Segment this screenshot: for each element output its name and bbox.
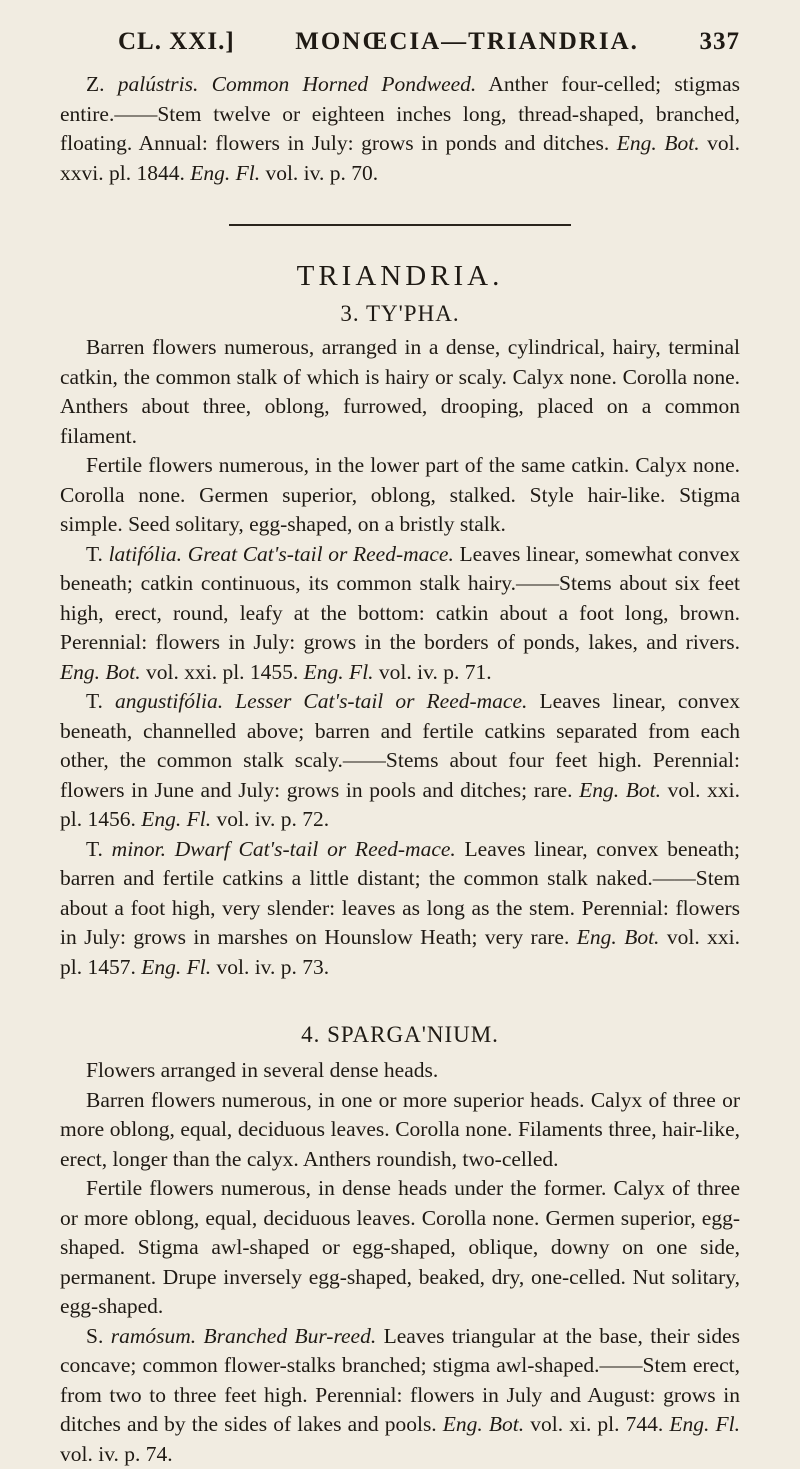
species-entry-latifolia bbox=[60, 540, 740, 688]
reference-eng-bot: Eng. Bot. bbox=[443, 1412, 524, 1436]
genus-heading-sparganium: 4. SPARGA'NIUM. bbox=[60, 1022, 740, 1048]
reference-eng-fl-detail: vol. iv. p. 73. bbox=[211, 955, 329, 979]
typha-barren-flowers: Barren flowers numerous, arranged in a dense, cylindrical, hairy, terminal catkin, the common stalk of which is hairy or scaly. Calyx none. Corolla none. Anthers about three, oblong, furrowed, drooping, placed on a common filament. bbox=[60, 333, 740, 451]
reference-eng-bot-detail: vol. xxi. pl. 1457. bbox=[60, 925, 740, 979]
reference-eng-fl-detail: vol. iv. p. 72. bbox=[211, 807, 329, 831]
description: Anther four-celled; stigmas entire.——Stem twelve or eighteen inches long, thread-shaped, branched, floating. Annual: flowers in July: grows in ponds and ditches. bbox=[60, 72, 740, 155]
genus-abbr: Z. bbox=[86, 72, 105, 96]
description: Leaves linear, somewhat convex beneath; catkin continuous, its common stalk hairy.——Stems about six feet high, erect, round, leafy at the bottom: catkin about a foot long, brown. Perennial: flowers in July: grows in the borders of ponds, lakes, and rivers. bbox=[60, 542, 740, 655]
reference-eng-fl-detail: vol. iv. p. 71. bbox=[374, 660, 492, 684]
reference-eng-bot: Eng. Bot. bbox=[579, 778, 661, 802]
species-name: ramósum. bbox=[111, 1324, 196, 1348]
class-label: CL. XXI.] bbox=[118, 28, 235, 56]
reference-eng-fl: Eng. Fl. bbox=[190, 161, 260, 185]
section-title: TRIANDRIA. bbox=[60, 260, 740, 293]
species-name: angustifólia. bbox=[115, 689, 223, 713]
species-name: minor. bbox=[112, 837, 166, 861]
common-name: Common Horned Pondweed. bbox=[212, 72, 477, 96]
reference-eng-bot-detail: vol. xxvi. pl. 1844. bbox=[60, 131, 740, 185]
reference-eng-bot-detail: vol. xxi. pl. 1456. bbox=[60, 778, 740, 832]
reference-eng-bot-detail: vol. xi. pl. 744. bbox=[524, 1412, 669, 1436]
genus-abbr: S. bbox=[86, 1324, 103, 1348]
reference-eng-fl: Eng. Fl. bbox=[141, 807, 211, 831]
reference-eng-fl-detail: vol. iv. p. 74. bbox=[60, 1442, 173, 1466]
running-title: MONŒCIA—TRIANDRIA. bbox=[295, 28, 639, 56]
sparganium-barren-flowers: Barren flowers numerous, in one or more superior heads. Calyx of three or more oblong, equal, deciduous leaves. Corolla none. Filaments three, hair-like, erect, longer than the calyx. Anthers roundish, two-celled. bbox=[60, 1086, 740, 1175]
reference-eng-fl-detail: vol. iv. p. 70. bbox=[260, 161, 378, 185]
species-name: palústris. bbox=[118, 72, 199, 96]
common-name: Lesser Cat's-tail or Reed-mace. bbox=[235, 689, 527, 713]
reference-eng-bot: Eng. Bot. bbox=[60, 660, 141, 684]
reference-eng-fl: Eng. Fl. bbox=[141, 955, 211, 979]
common-name: Dwarf Cat's-tail or Reed-mace. bbox=[175, 837, 456, 861]
species-entry-ramosum bbox=[60, 1322, 740, 1469]
zannichellia-entry bbox=[60, 70, 740, 188]
sparganium-fertile-flowers: Fertile flowers numerous, in dense heads under the former. Calyx of three or more oblong, equal, deciduous leaves. Corolla none. Germen superior, egg-shaped. Stigma awl-shaped or egg-shaped, oblique, downy on one side, permanent. Drupe inversely egg-shaped, beaked, dry, one-celled. Nut solitary, egg-shaped. bbox=[60, 1174, 740, 1322]
species-name: latifólia. bbox=[109, 542, 182, 566]
reference-eng-bot-detail: vol. xxi. pl. 1455. bbox=[141, 660, 304, 684]
genus-heading-typha: 3. TY'PHA. bbox=[60, 301, 740, 327]
common-name: Branched Bur-reed. bbox=[204, 1324, 377, 1348]
genus-abbr: T. bbox=[86, 542, 103, 566]
description: Leaves linear, convex beneath, channelled above; barren and fertile catkins separated from each other, the common stalk scaly.——Stems about four feet high. Perennial: flowers in June and July: grows in pools and ditches; rare. bbox=[60, 689, 740, 802]
reference-eng-bot: Eng. Bot. bbox=[577, 925, 660, 949]
description: Leaves linear, convex beneath; barren and fertile catkins a little distant; the common stalk naked.——Stem about a foot high, very slender: leaves as long as the stem. Perennial: flowers in July: grows in marshes on Hounslow Heath; very rare. bbox=[60, 837, 740, 950]
description: Leaves triangular at the base, their sides concave; common flower-stalks branched; stigma awl-shaped.——Stem erect, from two to three feet high. Perennial: flowers in July and August: grows in ditches and by the sides of lakes and pools. bbox=[60, 1324, 740, 1437]
reference-eng-fl: Eng. Fl. bbox=[669, 1412, 740, 1436]
common-name: Great Cat's-tail or Reed-mace. bbox=[188, 542, 454, 566]
genus-abbr: T. bbox=[86, 689, 103, 713]
section-divider bbox=[229, 224, 571, 226]
genus-abbr: T. bbox=[86, 837, 103, 861]
species-entry-angustifolia bbox=[60, 687, 740, 835]
typha-fertile-flowers: Fertile flowers numerous, in the lower part of the same catkin. Calyx none. Corolla none. Germen superior, oblong, stalked. Style hair-like. Stigma simple. Seed solitary, egg-shaped, on a bristly stalk. bbox=[60, 451, 740, 540]
sparganium-intro: Flowers arranged in several dense heads. bbox=[60, 1056, 740, 1086]
running-header bbox=[118, 28, 740, 56]
species-entry-minor bbox=[60, 835, 740, 983]
reference-eng-bot: Eng. Bot. bbox=[617, 131, 700, 155]
page-number: 337 bbox=[700, 28, 741, 56]
reference-eng-fl: Eng. Fl. bbox=[304, 660, 374, 684]
